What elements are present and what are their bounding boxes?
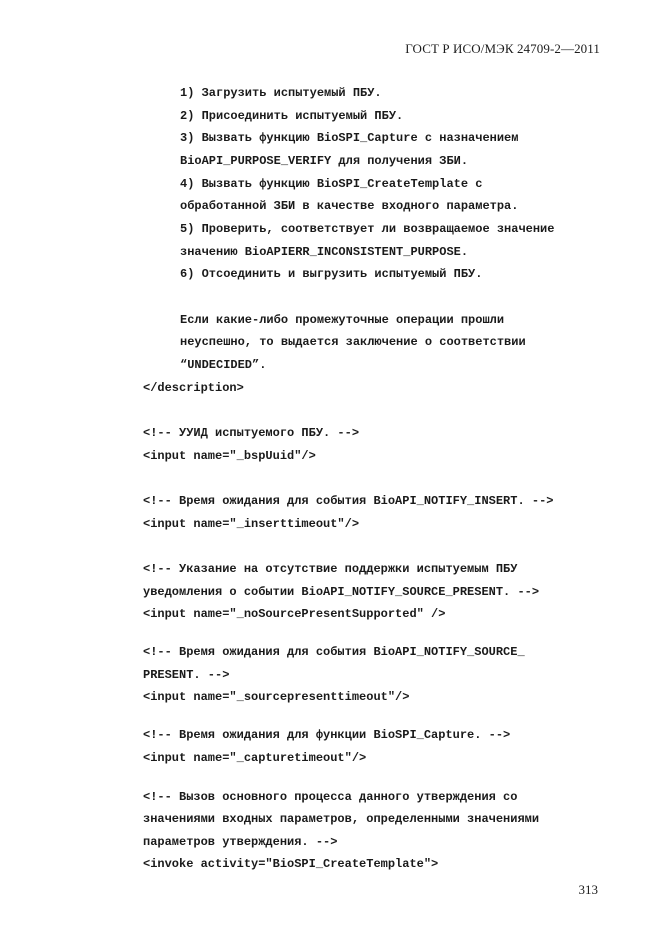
note-line: Если какие-либо промежуточные операции прошли <box>180 313 505 327</box>
code-comment: значениями входных параметров, определенными значениями <box>143 812 540 826</box>
step-line: BioAPI_PURPOSE_VERIFY для получения ЗБИ. <box>180 154 469 168</box>
code-line: <input name="_capturetimeout"/> <box>143 751 367 765</box>
code-line: <input name="_noSourcePresentSupported" /> <box>143 607 446 621</box>
code-comment: <!-- УУИД испытуемого ПБУ. --> <box>143 426 360 440</box>
step-line: 5) Проверить, соответствует ли возвращаемое значение <box>180 222 555 236</box>
step-line: обработанной ЗБИ в качестве входного параметра. <box>180 199 519 213</box>
code-line: <input name="_sourcepresenttimeout"/> <box>143 690 410 704</box>
code-comment: параметров утверждения. --> <box>143 835 338 849</box>
step-line: 6) Отсоединить и выгрузить испытуемый ПБУ. <box>180 267 483 281</box>
step-line: 1) Загрузить испытуемый ПБУ. <box>180 86 382 100</box>
step-line: значению BioAPIERR_INCONSISTENT_PURPOSE. <box>180 245 469 259</box>
page-number: 313 <box>578 882 598 897</box>
code-comment: <!-- Указание на отсутствие поддержки испытуемым ПБУ <box>143 562 518 576</box>
code-line: <input name="_bspUuid"/> <box>143 449 316 463</box>
code-comment: <!-- Время ожидания для события BioAPI_NOTIFY_SOURCE_ <box>143 645 525 659</box>
code-line: <invoke activity="BioSPI_CreateTemplate"> <box>143 857 439 871</box>
code-comment: уведомления о событии BioAPI_NOTIFY_SOURCE_PRESENT. --> <box>143 585 540 599</box>
step-line: 4) Вызвать функцию BioSPI_CreateTemplate с <box>180 177 483 191</box>
code-line: <input name="_inserttimeout"/> <box>143 517 360 531</box>
code-line: </description> <box>143 381 244 395</box>
code-comment: <!-- Время ожидания для события BioAPI_NOTIFY_INSERT. --> <box>143 494 554 508</box>
step-line: 3) Вызвать функцию BioSPI_Capture с назначением <box>180 131 519 145</box>
document-header: ГОСТ Р ИСО/МЭК 24709-2—2011 <box>405 41 600 56</box>
note-line: неуспешно, то выдается заключение о соответствии <box>180 335 526 349</box>
code-comment: <!-- Время ожидания для функции BioSPI_Capture. --> <box>143 728 511 742</box>
step-line: 2) Присоединить испытуемый ПБУ. <box>180 109 404 123</box>
code-comment: PRESENT. --> <box>143 668 230 682</box>
code-comment: <!-- Вызов основного процесса данного утверждения со <box>143 790 518 804</box>
note-line: “UNDECIDED”. <box>180 358 267 372</box>
